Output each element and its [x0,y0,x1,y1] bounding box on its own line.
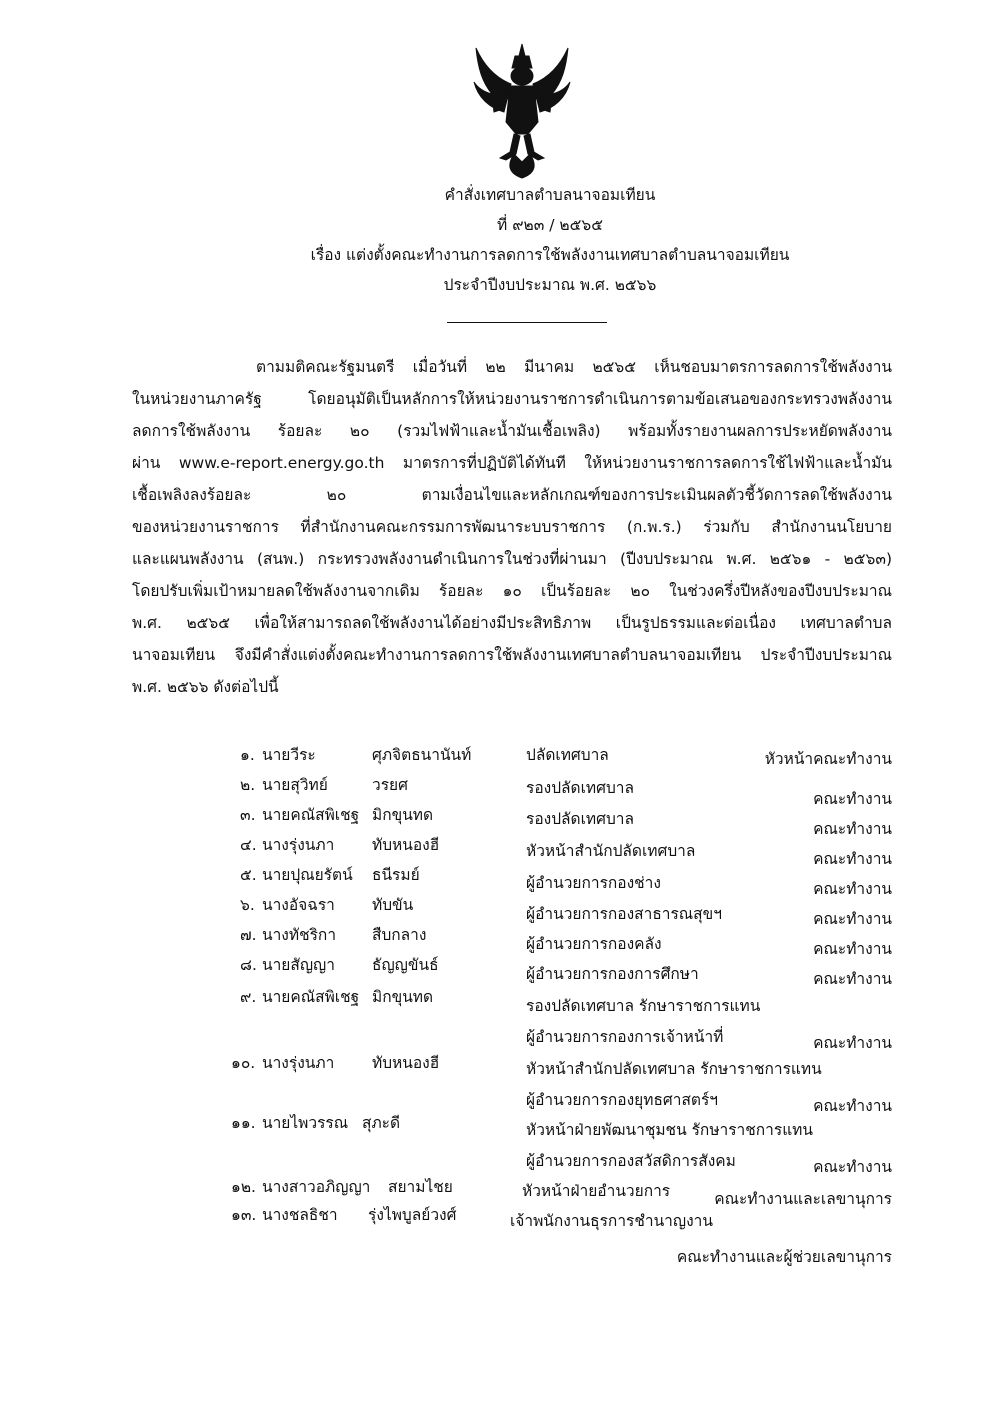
member-surname: ธัญญขันธ์ [372,956,439,974]
member-position: ผู้อำนวยการกองการศึกษา [526,965,699,983]
member-role: คณะทำงาน [813,790,892,808]
member-number: ๒. [240,776,256,794]
member-name: นายวีระ [262,746,316,764]
member-role: คณะทำงาน [813,820,892,838]
member-position: ปลัดเทศบาล [526,746,609,764]
member-surname: วรยศ [372,776,408,794]
member-surname: ธนีรมย์ [372,866,420,884]
member-name: นางชลธิชา [262,1206,338,1224]
body-line: เชื้อเพลิงลงร้อยละ ๒๐ ตามเงื่อนไขและหลักเกณฑ์ของการประเมินผลตัวชี้วัดการลดใช้พลังงาน [132,486,892,504]
member-role: คณะทำงาน [813,880,892,898]
member-number: ๕. [240,866,257,884]
member-number: ๔. [240,836,257,854]
member-role: คณะทำงาน [813,1097,892,1115]
garuda-emblem-icon [470,42,574,180]
member-name: นายคณัสพิเชฐ [262,988,360,1006]
member-name: นายสุวิทย์ [262,776,328,794]
member-position: หัวหน้าฝ่ายอำนวยการ [522,1182,671,1200]
body-line: ของหน่วยงานราชการ ที่สำนักงานคณะกรรมการพัฒนาระบบราชการ (ก.พ.ร.) ร่วมกับ สำนักงานนโยบาย [132,518,892,536]
member-role: คณะทำงาน [813,850,892,868]
body-line: นาจอมเทียน จึงมีคำสั่งแต่งตั้งคณะทำงานการลดการใช้พลังงานเทศบาลตำบลนาจอมเทียน ประจำปีงบประมาณ [132,646,892,664]
member-position: หัวหน้าฝ่ายพัฒนาชุมชน รักษาราชการแทน [526,1121,813,1139]
member-position: หัวหน้าสำนักปลัดเทศบาล รักษาราชการแทน [526,1060,822,1078]
body-line: ลดการใช้พลังงาน ร้อยละ ๒๐ (รวมไฟฟ้าและน้ำมันเชื้อเพลิง) พร้อมทั้งรายงานผลการประหยัดพลังงาน [132,422,892,440]
member-number: ๑๑. [231,1114,256,1132]
order-subject: เรื่อง แต่งตั้งคณะทำงานการลดการใช้พลังงานเทศบาลตำบลนาจอมเทียน [310,246,790,264]
body-line: ในหน่วยงานภาครัฐ โดยอนุมัติเป็นหลักการให้หน่วยงานราชการดำเนินการตามข้อเสนอของกระทรวงพลังงาน [132,390,892,408]
member-position: ผู้อำนวยการกองช่าง [526,874,661,892]
member-role: คณะทำงาน [813,1034,892,1052]
member-surname: สยามไชย [388,1178,453,1196]
member-role: คณะทำงานและผู้ช่วยเลขานุการ [676,1248,892,1266]
member-number: ๑๐. [231,1054,256,1072]
member-role: คณะทำงานและเลขานุการ [714,1190,892,1208]
member-name: นายไพวรรณ [262,1114,349,1132]
member-position: ผู้อำนวยการกองคลัง [526,935,662,953]
member-position-continued: ผู้อำนวยการกองยุทธศาสตร์ฯ [526,1091,719,1109]
body-line: ผ่าน www.e-report.energy.go.th มาตรการที่ปฏิบัติได้ทันที ให้หน่วยงานราชการลดการใช้ไฟฟ้าและน้ำมัน [132,454,892,472]
member-surname: มิกขุนทด [372,806,434,824]
separator-line [447,322,607,323]
member-surname: ทับหนองฮี [372,1054,440,1072]
member-surname: ศุภจิตธนานันท์ [372,746,472,764]
body-line: และแผนพลังงาน (สนพ.) กระทรวงพลังงานดำเนินการในช่วงที่ผ่านมา (ปีงบประมาณ พ.ศ. ๒๕๖๑ - ๒๕๖๓) [132,550,892,568]
member-position: ผู้อำนวยการกองสาธารณสุขฯ [526,905,722,923]
member-position-continued: ผู้อำนวยการกองสวัสดิการสังคม [526,1152,736,1170]
member-name: นางอัจฉรา [262,896,335,914]
member-position: รองปลัดเทศบาล รักษาราชการแทน [526,997,761,1015]
member-number: ๑๓. [231,1206,257,1224]
member-number: ๗. [240,926,257,944]
order-title: คำสั่งเทศบาลตำบลนาจอมเทียน [444,186,656,204]
member-number: ๑. [240,746,255,764]
member-role: คณะทำงาน [813,940,892,958]
member-role: คณะทำงาน [813,1158,892,1176]
fiscal-year: ประจำปีงบประมาณ พ.ศ. ๒๕๖๖ [443,276,657,294]
member-role: คณะทำงาน [813,970,892,988]
member-surname: สืบกลาง [372,926,427,944]
order-number: ที่ ๙๒๓ / ๒๕๖๕ [497,216,603,234]
member-name: นางสาวอภิญญา [262,1178,371,1196]
member-surname: มิกขุนทด [372,988,434,1006]
member-surname: สุภะดี [362,1114,401,1132]
member-number: ๙. [240,988,257,1006]
member-role: หัวหน้าคณะทำงาน [764,750,892,768]
member-number: ๘. [240,956,257,974]
member-name: นางทัชริกา [262,926,337,944]
member-name: นางรุ่งนภา [262,836,335,854]
member-position: รองปลัดเทศบาล [526,810,635,828]
member-position: หัวหน้าสำนักปลัดเทศบาล [526,842,696,860]
body-line: โดยปรับเพิ่มเป้าหมายลดใช้พลังงานจากเดิม ร้อยละ ๑๐ เป็นร้อยละ ๒๐ ในช่วงครึ่งปีหลังของปีงบประมาณ [132,582,892,600]
member-position: รองปลัดเทศบาล [526,779,635,797]
member-name: นายคณัสพิเชฐ [262,806,360,824]
member-position: เจ้าพนักงานธุรการชำนาญงาน [510,1212,713,1230]
member-number: ๖. [240,896,255,914]
body-line: พ.ศ. ๒๕๖๖ ดังต่อไปนี้ [132,678,279,696]
body-line: ตามมติคณะรัฐมนตรี เมื่อวันที่ ๒๒ มีนาคม ๒๕๖๕ เห็นชอบมาตรการลดการใช้พลังงาน [256,358,892,376]
member-number: ๑๒. [231,1178,256,1196]
member-role: คณะทำงาน [813,910,892,928]
member-name: นายสัญญา [262,956,335,974]
member-surname: ทับหนองฮี [372,836,440,854]
member-name: นายปุณยรัตน์ [262,866,353,884]
member-position-continued: ผู้อำนวยการกองการเจ้าหน้าที่ [526,1028,724,1046]
member-surname: ทับขัน [372,896,414,914]
member-name: นางรุ่งนภา [262,1054,335,1072]
body-line: พ.ศ. ๒๕๖๕ เพื่อให้สามารถลดใช้พลังงานได้อย่างมีประสิทธิภาพ เป็นรูปธรรมและต่อเนื่อง เทศบาลตำบล [132,614,892,632]
member-number: ๓. [240,806,256,824]
member-surname: รุ่งไพบูลย์วงศ์ [368,1206,457,1224]
